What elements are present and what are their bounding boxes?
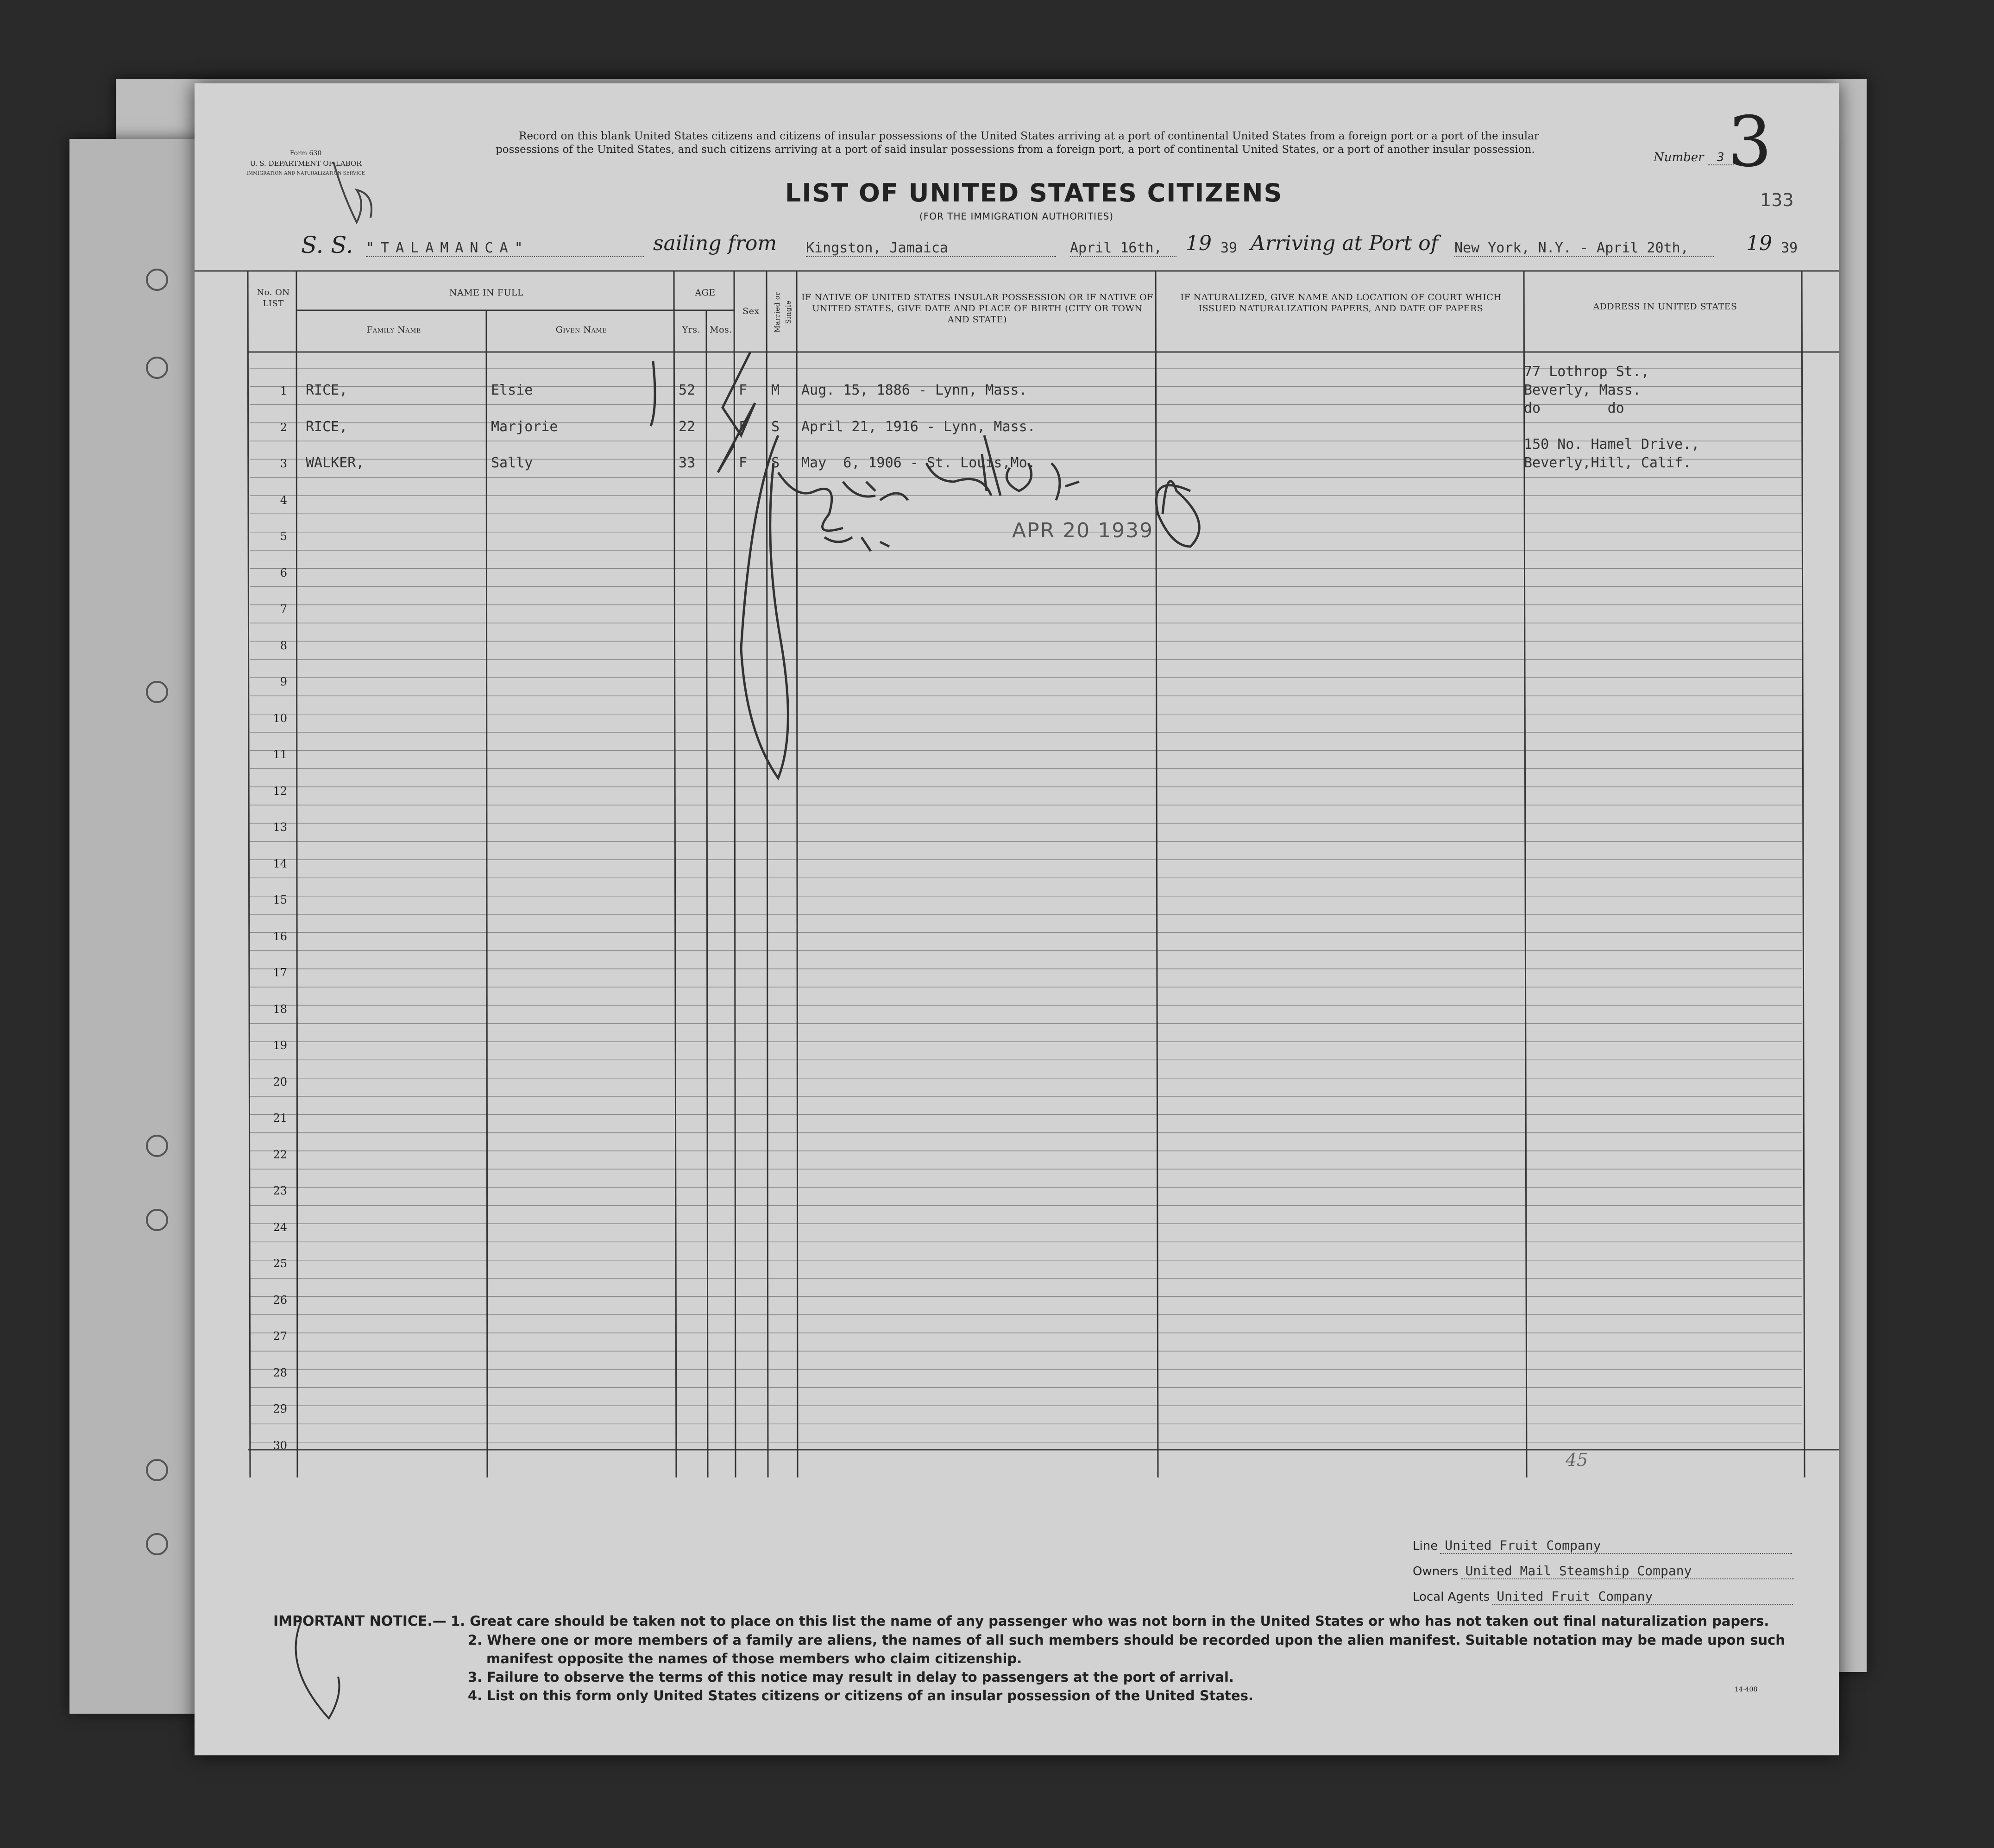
owners-value: United Mail Steamship Company: [1461, 1563, 1794, 1579]
from-port: Kingston, Jamaica: [806, 240, 1056, 257]
row-number: 23: [273, 1184, 287, 1197]
punch-hole: [146, 1533, 168, 1555]
row-number: 29: [273, 1402, 287, 1415]
passenger-age: 22: [679, 418, 696, 435]
year-suffix: 39: [1220, 240, 1238, 256]
passenger-family: RICE,: [306, 418, 348, 435]
passenger-sex: F: [739, 455, 748, 471]
date-stamp: APR 20 1939: [1012, 519, 1154, 542]
punch-hole: [146, 269, 168, 291]
footer-handwriting: [273, 1612, 366, 1728]
passenger-birth: May 6, 1906 - St. Louis,Mo.: [801, 455, 1036, 471]
header-native: IF NATIVE OF UNITED STATES INSULAR POSSESSION OR IF NATIVE OF UNITED STATES, GIVE DATE AND PLACE OF BIRTH (CITY OR TOWN AND STATE): [801, 292, 1153, 325]
ss-label: S. S.: [301, 232, 353, 258]
row-number: 10: [273, 711, 287, 725]
row-number: 25: [273, 1257, 287, 1270]
header-naturalized: IF NATURALIZED, GIVE NAME AND LOCATION OF COURT WHICH ISSUED NATURALIZATION PAPERS, AND DATE OF PAPERS: [1180, 292, 1502, 314]
passenger-address-1: 150 No. Hamel Drive.,: [1524, 436, 1700, 453]
passenger-age: 33: [679, 455, 696, 471]
row-number: 9: [280, 675, 287, 688]
row-number: 6: [280, 566, 287, 579]
passenger-address-2: Beverly,Hill, Calif.: [1524, 455, 1692, 471]
passenger-given: Marjorie: [491, 418, 558, 435]
owners-label: Owners: [1413, 1565, 1459, 1578]
passenger-marital: S: [771, 455, 780, 471]
row-number: 28: [273, 1366, 287, 1379]
punch-hole: [146, 681, 168, 703]
row-number: 7: [280, 603, 287, 616]
number-value: 3: [1708, 151, 1734, 165]
passenger-sex: F: [739, 382, 748, 398]
arriving-label: Arriving at Port of: [1251, 232, 1439, 255]
header-age: AGE: [695, 288, 716, 298]
passenger-age: 52: [679, 382, 696, 398]
row-number: 19: [273, 1039, 287, 1052]
notice-4: 4. List on this form only United States citizens or citizens of an insular possession of the United States.: [468, 1688, 1253, 1703]
ship-name: "TALAMANCA": [366, 240, 644, 257]
row-number: 17: [273, 966, 287, 979]
row-number: 11: [273, 748, 287, 761]
punch-hole: [146, 357, 168, 379]
number-hand: 3: [1728, 102, 1772, 182]
footer-line: [1413, 1538, 1820, 1554]
row-number: 26: [273, 1293, 287, 1307]
row-number: 14: [273, 857, 287, 870]
passenger-address-1: do do: [1524, 400, 1624, 416]
notice-3: 3. Failure to observe the terms of this notice may result in delay to passengers at the port of arrival.: [468, 1669, 1234, 1685]
header-sex: Sex: [742, 306, 760, 316]
header-name-full: NAME IN FULL: [449, 288, 524, 298]
row-number: 1: [280, 384, 287, 397]
passenger-marital: S: [771, 418, 780, 435]
header-given: Given Name: [555, 325, 607, 335]
header-family: Family Name: [366, 325, 421, 335]
passenger-family: RICE,: [306, 382, 348, 398]
agents-value: United Fruit Company: [1492, 1589, 1793, 1605]
passenger-given: Sally: [491, 455, 533, 471]
header-no: No. ON LIST: [257, 288, 290, 308]
passenger-birth: April 21, 1916 - Lynn, Mass.: [801, 418, 1036, 435]
header-address: ADDRESS IN UNITED STATES: [1593, 302, 1737, 312]
row-number: 20: [273, 1075, 287, 1088]
passenger-birth: Aug. 15, 1886 - Lynn, Mass.: [801, 382, 1027, 398]
footer-agents: [1413, 1589, 1820, 1605]
notice-2a: 2. Where one or more members of a family are aliens, the names of all such members should be recorded upon the alien manifest. Suitable notation may be made upon such: [468, 1632, 1785, 1648]
footer-owners: [1413, 1563, 1820, 1579]
year2-suffix: 39: [1781, 240, 1798, 256]
row-number: 3: [280, 457, 287, 470]
passenger-family: WALKER,: [306, 455, 365, 471]
header-mos: Mos.: [710, 325, 732, 335]
row-number: 5: [280, 530, 287, 543]
passenger-marital: M: [771, 382, 780, 398]
row-number: 24: [273, 1220, 287, 1234]
row-number: 16: [273, 930, 287, 943]
department: U. S. DEPARTMENT OF LABOR: [250, 159, 362, 168]
row-number: 27: [273, 1330, 287, 1343]
punch-hole: [146, 1135, 168, 1157]
line-label: Line: [1413, 1539, 1438, 1553]
header-married: Married or Single: [773, 292, 793, 333]
agents-label: Local Agents: [1413, 1590, 1490, 1604]
to-port: New York, N.Y. - April 20th,: [1454, 240, 1714, 257]
line-value: United Fruit Company: [1440, 1538, 1792, 1554]
row-number: 21: [273, 1112, 287, 1125]
footer-print-code: 14-408: [1735, 1686, 1758, 1693]
row-number: 30: [273, 1439, 287, 1452]
passenger-given: Elsie: [491, 382, 533, 398]
page-title: LIST OF UNITED STATES CITIZENS: [785, 178, 1283, 207]
form-number: Form 630: [289, 150, 322, 157]
row-number: 15: [273, 893, 287, 906]
year2-prefix: 19: [1746, 232, 1772, 255]
punch-hole: [146, 1459, 168, 1481]
page-subtitle: (FOR THE IMMIGRATION AUTHORITIES): [919, 211, 1114, 222]
notice-line-1: [273, 1612, 1816, 1631]
important-notice: [273, 1612, 1816, 1705]
punch-hole: [146, 1209, 168, 1231]
row-number: 2: [280, 421, 287, 434]
top-notice: Record on this blank United States citizens and citizens of insular possessions of the United States arriving at a port of continental United States from a foreign port or a port of the insular possessions of the United States, and such citizens arriving at a port of said insular possessions from a foreign port, a port of continental United States, or a port of another insular possession.: [496, 130, 1539, 156]
bottom-mark: 45: [1566, 1450, 1588, 1470]
notice-title: IMPORTANT NOTICE.—: [273, 1613, 447, 1629]
row-number: 22: [273, 1148, 287, 1161]
passenger-sex: F: [739, 418, 748, 435]
row-number: 13: [273, 821, 287, 834]
passenger-address-2: Beverly, Mass.: [1524, 382, 1641, 398]
manifest-page: [195, 83, 1839, 1755]
page-number: 133: [1760, 190, 1794, 210]
row-number: 12: [273, 784, 287, 798]
year-prefix: 19: [1186, 232, 1212, 255]
row-number: 8: [280, 639, 287, 652]
row-number: 4: [280, 493, 287, 507]
service: IMMIGRATION AND NATURALIZATION SERVICE: [246, 171, 365, 176]
notice-2b: manifest opposite the names of those members who claim citizenship.: [486, 1651, 1022, 1666]
sailing-label: sailing from: [653, 232, 777, 255]
passenger-address-1: 77 Lothrop St.,: [1524, 364, 1649, 380]
row-number: 18: [273, 1002, 287, 1016]
notice-1: 1. Great care should be taken not to place on this list the name of any passenger who was not born in the United States or who has not taken out final naturalization papers.: [451, 1613, 1769, 1629]
from-date: April 16th,: [1070, 240, 1176, 257]
number-label-text: Number: [1654, 151, 1704, 164]
header-yrs: Yrs.: [682, 325, 701, 335]
